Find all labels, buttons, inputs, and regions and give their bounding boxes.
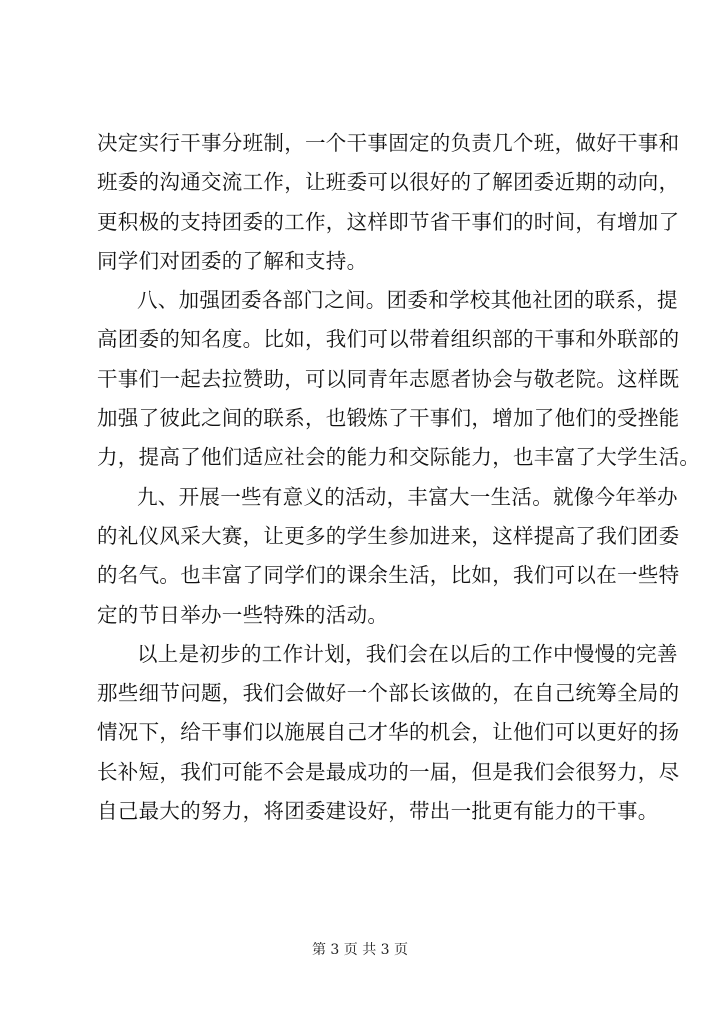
text-line: 更积极的支持团委的工作，这样即节省干事们的时间，有增加了 [97,209,680,234]
text-line: 自己最大的努力，将团委建设好，带出一批更有能力的干事。 [97,799,659,824]
text-line: 力，提高了他们适应社会的能力和交际能力，也丰富了大学生活。 [97,445,701,470]
text-line: 定的节日举办一些特殊的活动。 [97,602,389,627]
text-line: 情况下，给干事们以施展自己才华的机会，让他们可以更好的扬 [97,720,680,745]
text-line: 干事们一起去拉赞助，可以同青年志愿者协会与敬老院。这样既 [97,366,680,391]
text-line: 加强了彼此之间的联系，也锻炼了干事们，增加了他们的受挫能 [97,406,680,431]
text-line: 班委的沟通交流工作，让班委可以很好的了解团委近期的动向， [97,170,680,195]
paragraph-3 [97,478,680,635]
paragraph-1 [97,124,680,281]
text-line: 高团委的知名度。比如，我们可以带着组织部的干事和外联部的 [97,327,680,352]
text-line: 决定实行干事分班制，一个干事固定的负责几个班，做好干事和 [97,131,680,155]
text-line: 九、开展一些有意义的活动，丰富大一生活。就像今年举办 [137,484,678,509]
page-number-footer: 第 3 页 共 3 页 [311,942,409,958]
paragraph-2 [97,281,701,477]
text-line: 那些细节问题，我们会做好一个部长该做的，在自己统筹全局的 [97,681,680,706]
text-line: 的名气。也丰富了同学们的课余生活，比如，我们可以在一些特 [97,563,680,588]
text-line: 以上是初步的工作计划，我们会在以后的工作中慢慢的完善 [137,641,678,666]
text-line: 同学们对团委的了解和支持。 [97,248,368,273]
text-line: 长补短，我们可能不会是最成功的一届，但是我们会很努力，尽 [97,759,680,784]
paragraph-4 [97,635,680,831]
text-line: 八、加强团委各部门之间。团委和学校其他社团的联系，提 [137,288,678,313]
document-body [97,124,701,831]
text-line: 的礼仪风采大赛，让更多的学生参加进来，这样提高了我们团委 [97,523,680,548]
